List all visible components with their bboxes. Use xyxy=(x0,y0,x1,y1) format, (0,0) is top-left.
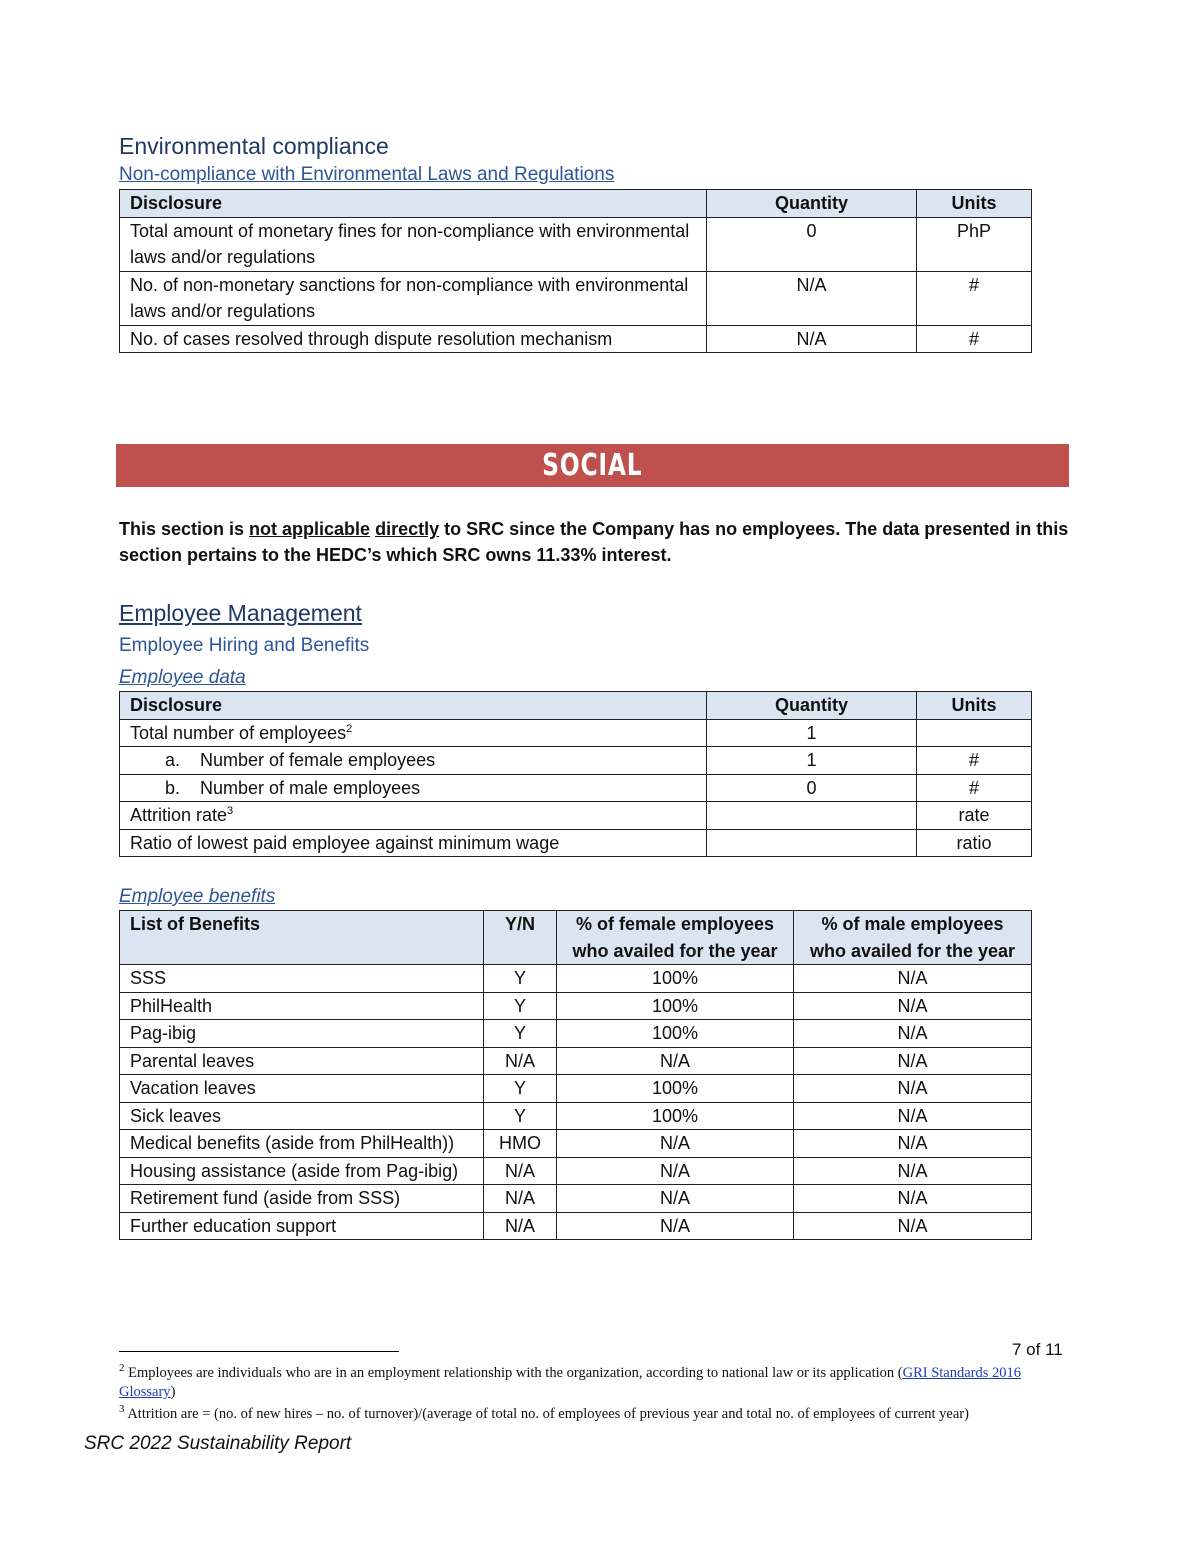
disclosure-text: Attrition rate xyxy=(130,805,228,825)
section-title-environmental-compliance: Environmental compliance xyxy=(119,133,389,159)
report-footer: SRC 2022 Sustainability Report xyxy=(84,1433,352,1454)
header-female-pct: % of female employees who availed for the year xyxy=(557,911,794,965)
table-row xyxy=(120,802,1032,830)
quantity-cell: 1 xyxy=(707,719,917,747)
female-pct-cell: 100% xyxy=(557,1075,794,1103)
table-row xyxy=(120,1212,1032,1240)
footnote-number: 3 xyxy=(119,1403,125,1416)
table-row xyxy=(120,325,1032,353)
male-pct-cell: N/A xyxy=(794,1157,1032,1185)
table-row xyxy=(120,1047,1032,1075)
female-pct-cell: 100% xyxy=(557,965,794,993)
female-pct-cell: N/A xyxy=(557,1047,794,1075)
benefit-cell: Housing assistance (aside from Pag-ibig) xyxy=(120,1157,484,1185)
table-header-row xyxy=(120,692,1032,720)
units-cell: rate xyxy=(917,802,1032,830)
disclosure-cell xyxy=(120,747,707,775)
quantity-cell: 1 xyxy=(707,747,917,775)
units-cell: PhP xyxy=(917,217,1032,271)
footnote-end: ) xyxy=(170,1384,176,1400)
yn-cell: Y xyxy=(484,1102,557,1130)
header-disclosure: Disclosure xyxy=(120,190,707,218)
employee-data-table xyxy=(119,691,1032,857)
yn-cell: N/A xyxy=(484,1185,557,1213)
subsection-title: Non-compliance with Environmental Laws and Regulations xyxy=(119,164,615,185)
social-banner-text: SOCIAL xyxy=(542,448,643,483)
units-cell: # xyxy=(917,271,1032,325)
header-quantity: Quantity xyxy=(707,190,917,218)
female-pct-cell: 100% xyxy=(557,1020,794,1048)
disclosure-text: Number of male employees xyxy=(200,777,421,798)
quantity-cell: N/A xyxy=(707,271,917,325)
yn-cell: Y xyxy=(484,1075,557,1103)
table-row xyxy=(120,965,1032,993)
note-text: This section is xyxy=(119,519,250,539)
disclosure-cell: Total amount of monetary fines for non-compliance with environmental laws and/or regulations xyxy=(120,217,707,271)
header-disclosure: Disclosure xyxy=(120,692,707,720)
quantity-cell: N/A xyxy=(707,325,917,353)
table-row xyxy=(120,217,1032,271)
female-pct-cell: N/A xyxy=(557,1130,794,1158)
table-row xyxy=(120,992,1032,1020)
yn-cell: HMO xyxy=(484,1130,557,1158)
table-row xyxy=(120,1020,1032,1048)
footnote-separator xyxy=(119,1351,399,1352)
table-header-row xyxy=(120,190,1032,218)
footnote-number: 2 xyxy=(119,1362,125,1375)
male-pct-cell: N/A xyxy=(794,1102,1032,1130)
table-row xyxy=(120,829,1032,857)
section-title-employee-management: Employee Management xyxy=(119,600,362,626)
table-row xyxy=(120,1130,1032,1158)
benefit-cell: Further education support xyxy=(120,1212,484,1240)
table-row xyxy=(120,719,1032,747)
benefit-cell: PhilHealth xyxy=(120,992,484,1020)
units-cell: # xyxy=(917,325,1032,353)
female-pct-cell: 100% xyxy=(557,1102,794,1130)
disclosure-cell xyxy=(120,719,707,747)
quantity-cell: 0 xyxy=(707,217,917,271)
social-banner xyxy=(116,444,1069,487)
units-cell: # xyxy=(917,747,1032,775)
table-row xyxy=(120,1075,1032,1103)
quantity-cell xyxy=(707,829,917,857)
disclosure-cell xyxy=(120,774,707,802)
male-pct-cell: N/A xyxy=(794,1185,1032,1213)
table-row xyxy=(120,1185,1032,1213)
yn-cell: N/A xyxy=(484,1212,557,1240)
footnote-ref: 3 xyxy=(227,805,234,817)
male-pct-cell: N/A xyxy=(794,1075,1032,1103)
page-number: 7 of 11 xyxy=(1012,1340,1063,1359)
footnote-text: Employees are individuals who are in an employment relationship with the organization, according to national law or its application ( xyxy=(128,1365,903,1381)
table-row xyxy=(120,1157,1032,1185)
male-pct-cell: N/A xyxy=(794,1047,1032,1075)
disclosure-cell: Ratio of lowest paid employee against minimum wage xyxy=(120,829,707,857)
benefit-cell: Vacation leaves xyxy=(120,1075,484,1103)
disclosure-cell: No. of cases resolved through dispute resolution mechanism xyxy=(120,325,707,353)
list-marker: b. xyxy=(165,777,181,798)
quantity-cell: 0 xyxy=(707,774,917,802)
benefit-cell: Sick leaves xyxy=(120,1102,484,1130)
disclosure-cell xyxy=(120,802,707,830)
table-row xyxy=(120,271,1032,325)
disclosure-text: Total number of employees xyxy=(130,722,347,743)
footnote-2 xyxy=(119,1364,1064,1402)
benefit-cell: Medical benefits (aside from PhilHealth)) xyxy=(120,1130,484,1158)
benefit-cell: SSS xyxy=(120,965,484,993)
footnote-3 xyxy=(119,1405,1079,1424)
benefit-cell: Retirement fund (aside from SSS) xyxy=(120,1185,484,1213)
table-row xyxy=(120,774,1032,802)
table-row xyxy=(120,747,1032,775)
male-pct-cell: N/A xyxy=(794,965,1032,993)
benefit-cell: Parental leaves xyxy=(120,1047,484,1075)
header-units: Units xyxy=(917,190,1032,218)
note-not-applicable: not applicable xyxy=(249,519,371,539)
social-note xyxy=(119,516,1069,568)
female-pct-cell: N/A xyxy=(557,1212,794,1240)
note-text-end: to SRC since the Company has no employees. The data presented in this section pertains to the HEDC’s which SRC owns 11.33% interest. xyxy=(119,519,1069,565)
gri-glossary-link[interactable]: GRI Standards 2016 Glossary xyxy=(119,1365,1022,1400)
units-cell xyxy=(917,719,1032,747)
yn-cell: N/A xyxy=(484,1047,557,1075)
environmental-compliance-table xyxy=(119,189,1032,353)
male-pct-cell: N/A xyxy=(794,992,1032,1020)
header-yn: Y/N xyxy=(484,911,557,965)
male-pct-cell: N/A xyxy=(794,1130,1032,1158)
yn-cell: N/A xyxy=(484,1157,557,1185)
units-cell: ratio xyxy=(917,829,1032,857)
female-pct-cell: 100% xyxy=(557,992,794,1020)
subsection-title-hiring: Employee Hiring and Benefits xyxy=(119,635,370,656)
table-header-row xyxy=(120,911,1032,965)
yn-cell: Y xyxy=(484,992,557,1020)
disclosure-text: Number of female employees xyxy=(200,750,436,770)
footnote-ref: 2 xyxy=(346,722,353,735)
footnote-text: Attrition are = (no. of new hires – no. of turnover)/(average of total no. of employees of previous year and total no. of employees of current year) xyxy=(127,1406,969,1422)
disclosure-cell: No. of non-monetary sanctions for non-compliance with environmental laws and/or regulations xyxy=(120,271,707,325)
table-row xyxy=(120,1102,1032,1130)
header-list-of-benefits: List of Benefits xyxy=(120,911,484,965)
quantity-cell xyxy=(707,802,917,830)
header-male-pct: % of male employees who availed for the year xyxy=(794,911,1032,965)
employee-benefits-title: Employee benefits xyxy=(119,886,276,907)
header-quantity: Quantity xyxy=(707,692,917,720)
male-pct-cell: N/A xyxy=(794,1212,1032,1240)
female-pct-cell: N/A xyxy=(557,1157,794,1185)
header-units: Units xyxy=(917,692,1032,720)
employee-data-title: Employee data xyxy=(119,667,246,688)
employee-benefits-table xyxy=(119,910,1032,1240)
yn-cell: Y xyxy=(484,1020,557,1048)
note-directly: directly xyxy=(375,519,440,539)
list-marker: a. xyxy=(165,750,181,770)
yn-cell: Y xyxy=(484,965,557,993)
male-pct-cell: N/A xyxy=(794,1020,1032,1048)
units-cell: # xyxy=(917,774,1032,802)
female-pct-cell: N/A xyxy=(557,1185,794,1213)
benefit-cell: Pag-ibig xyxy=(120,1020,484,1048)
